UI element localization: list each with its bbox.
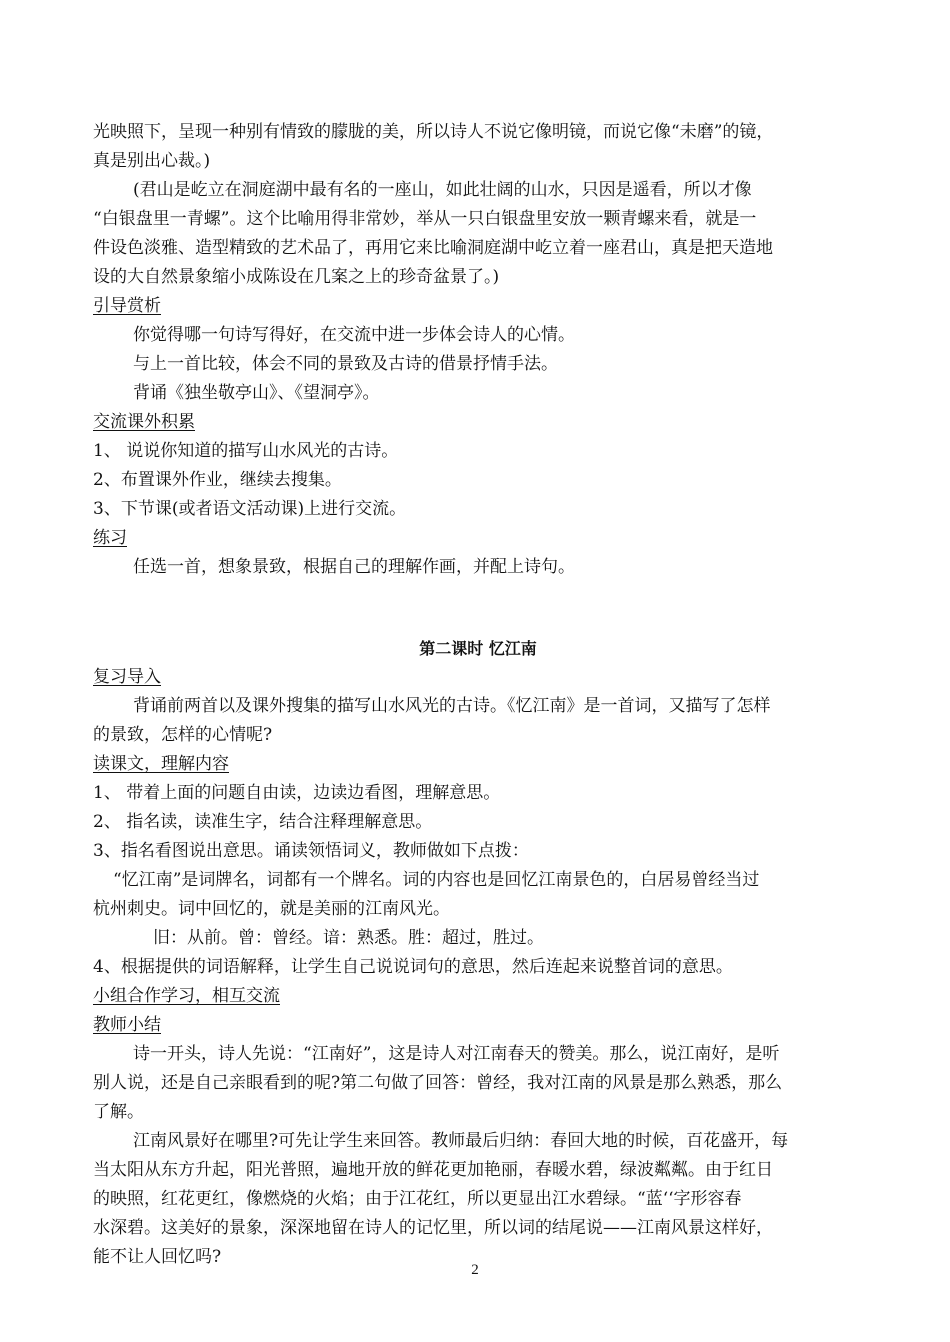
text-line: 水深碧。这美好的景象，深深地留在诗人的记忆里，所以词的结尾说——江南风景这样好， [93, 1218, 773, 1238]
list-item: 4、根据提供的词语解释，让学生自己说说词句的意思，然后连起来说整首词的意思。 [93, 957, 733, 977]
text-line: 任选一首，想象景致，根据自己的理解作画，并配上诗句。 [133, 557, 575, 577]
text-line: (君山是屹立在洞庭湖中最有名的一座山，如此壮阔的山水，只因是遥看，所以才像 [133, 180, 752, 200]
text-line: 别人说，还是自己亲眼看到的呢?第二句做了回答：曾经，我对江南的风景是那么熟悉，那么 [93, 1073, 783, 1093]
text-line: 背诵前两首以及课外搜集的描写山水风光的古诗。《忆江南》是一首词，又描写了怎样 [133, 696, 771, 716]
text-line: 设的大自然景象缩小成陈设在几案之上的珍奇盆景了。) [93, 267, 500, 287]
text-line: 光映照下，呈现一种别有情致的朦胧的美，所以诗人不说它像明镜，而说它像“未磨”的镜， [93, 122, 774, 142]
section-heading-reading: 读课文，理解内容 [93, 754, 229, 774]
text-line: 件设色淡雅、造型精致的艺术品了，再用它来比喻洞庭湖中屹立着一座君山，真是把天造地 [93, 238, 773, 258]
list-item: 1、 说说你知道的描写山水风光的古诗。 [93, 441, 399, 461]
document-body [93, 118, 863, 1272]
text-line: 的景致，怎样的心情呢? [93, 725, 273, 745]
text-line: “白银盘里一青螺”。这个比喻用得非常妙，举从一只白银盘里安放一颗青螺来看，就是一 [93, 209, 757, 229]
list-item: 3、指名看图说出意思。诵读领悟词义，教师做如下点拨： [93, 841, 529, 861]
text-line: “忆江南”是词牌名，词都有一个牌名。词的内容也是回忆江南景色的，白居易曾经当过 [113, 870, 760, 890]
section-heading-review: 复习导入 [93, 667, 161, 687]
text-line: 与上一首比较，体会不同的景致及古诗的借景抒情手法。 [133, 354, 558, 374]
text-line: 能不让人回忆吗? [93, 1247, 222, 1267]
text-line: 真是别出心裁。) [93, 151, 211, 171]
spacer [93, 582, 863, 634]
list-item: 1、 带着上面的问题自由读，边读边看图，理解意思。 [93, 783, 501, 803]
text-line: 了解。 [93, 1102, 144, 1122]
section-heading-summary: 教师小结 [93, 1015, 161, 1035]
list-item: 2、 指名读，读准生字，结合注释理解意思。 [93, 812, 433, 832]
list-item: 3、下节课(或者语文活动课)上进行交流。 [93, 499, 407, 519]
page-number: 2 [471, 1262, 479, 1278]
text-line: 旧：从前。曾：曾经。谙：熟悉。胜：超过，胜过。 [153, 928, 544, 948]
text-line: 背诵《独坐敬亭山》、《望洞亭》。 [133, 383, 380, 403]
text-line: 江南风景好在哪里?可先让学生来回答。教师最后归纳：春回大地的时候，百花盛开，每 [133, 1131, 789, 1151]
lesson-title: 第二课时 忆江南 [419, 639, 537, 658]
text-line: 当太阳从东方升起，阳光普照，遍地开放的鲜花更加艳丽，春暖水碧，绿波粼粼。由于红日 [93, 1160, 773, 1180]
section-heading-exchange: 交流课外积累 [93, 412, 195, 432]
section-heading-practice: 练习 [93, 528, 127, 548]
list-item: 2、布置课外作业，继续去搜集。 [93, 470, 342, 490]
text-line: 杭州刺史。词中回忆的，就是美丽的江南风光。 [93, 899, 450, 919]
section-heading-group: 小组合作学习，相互交流 [93, 986, 280, 1006]
text-line: 你觉得哪一句诗写得好，在交流中进一步体会诗人的心情。 [133, 325, 575, 345]
section-heading-appreciation: 引导赏析 [93, 296, 161, 316]
text-line: 的映照，红花更红，像燃烧的火焰；由于江花红，所以更显出江水碧绿。“蓝‘‘字形容春 [93, 1189, 742, 1209]
text-line: 诗一开头，诗人先说：“江南好”，这是诗人对江南春天的赞美。那么，说江南好，是听 [133, 1044, 780, 1064]
